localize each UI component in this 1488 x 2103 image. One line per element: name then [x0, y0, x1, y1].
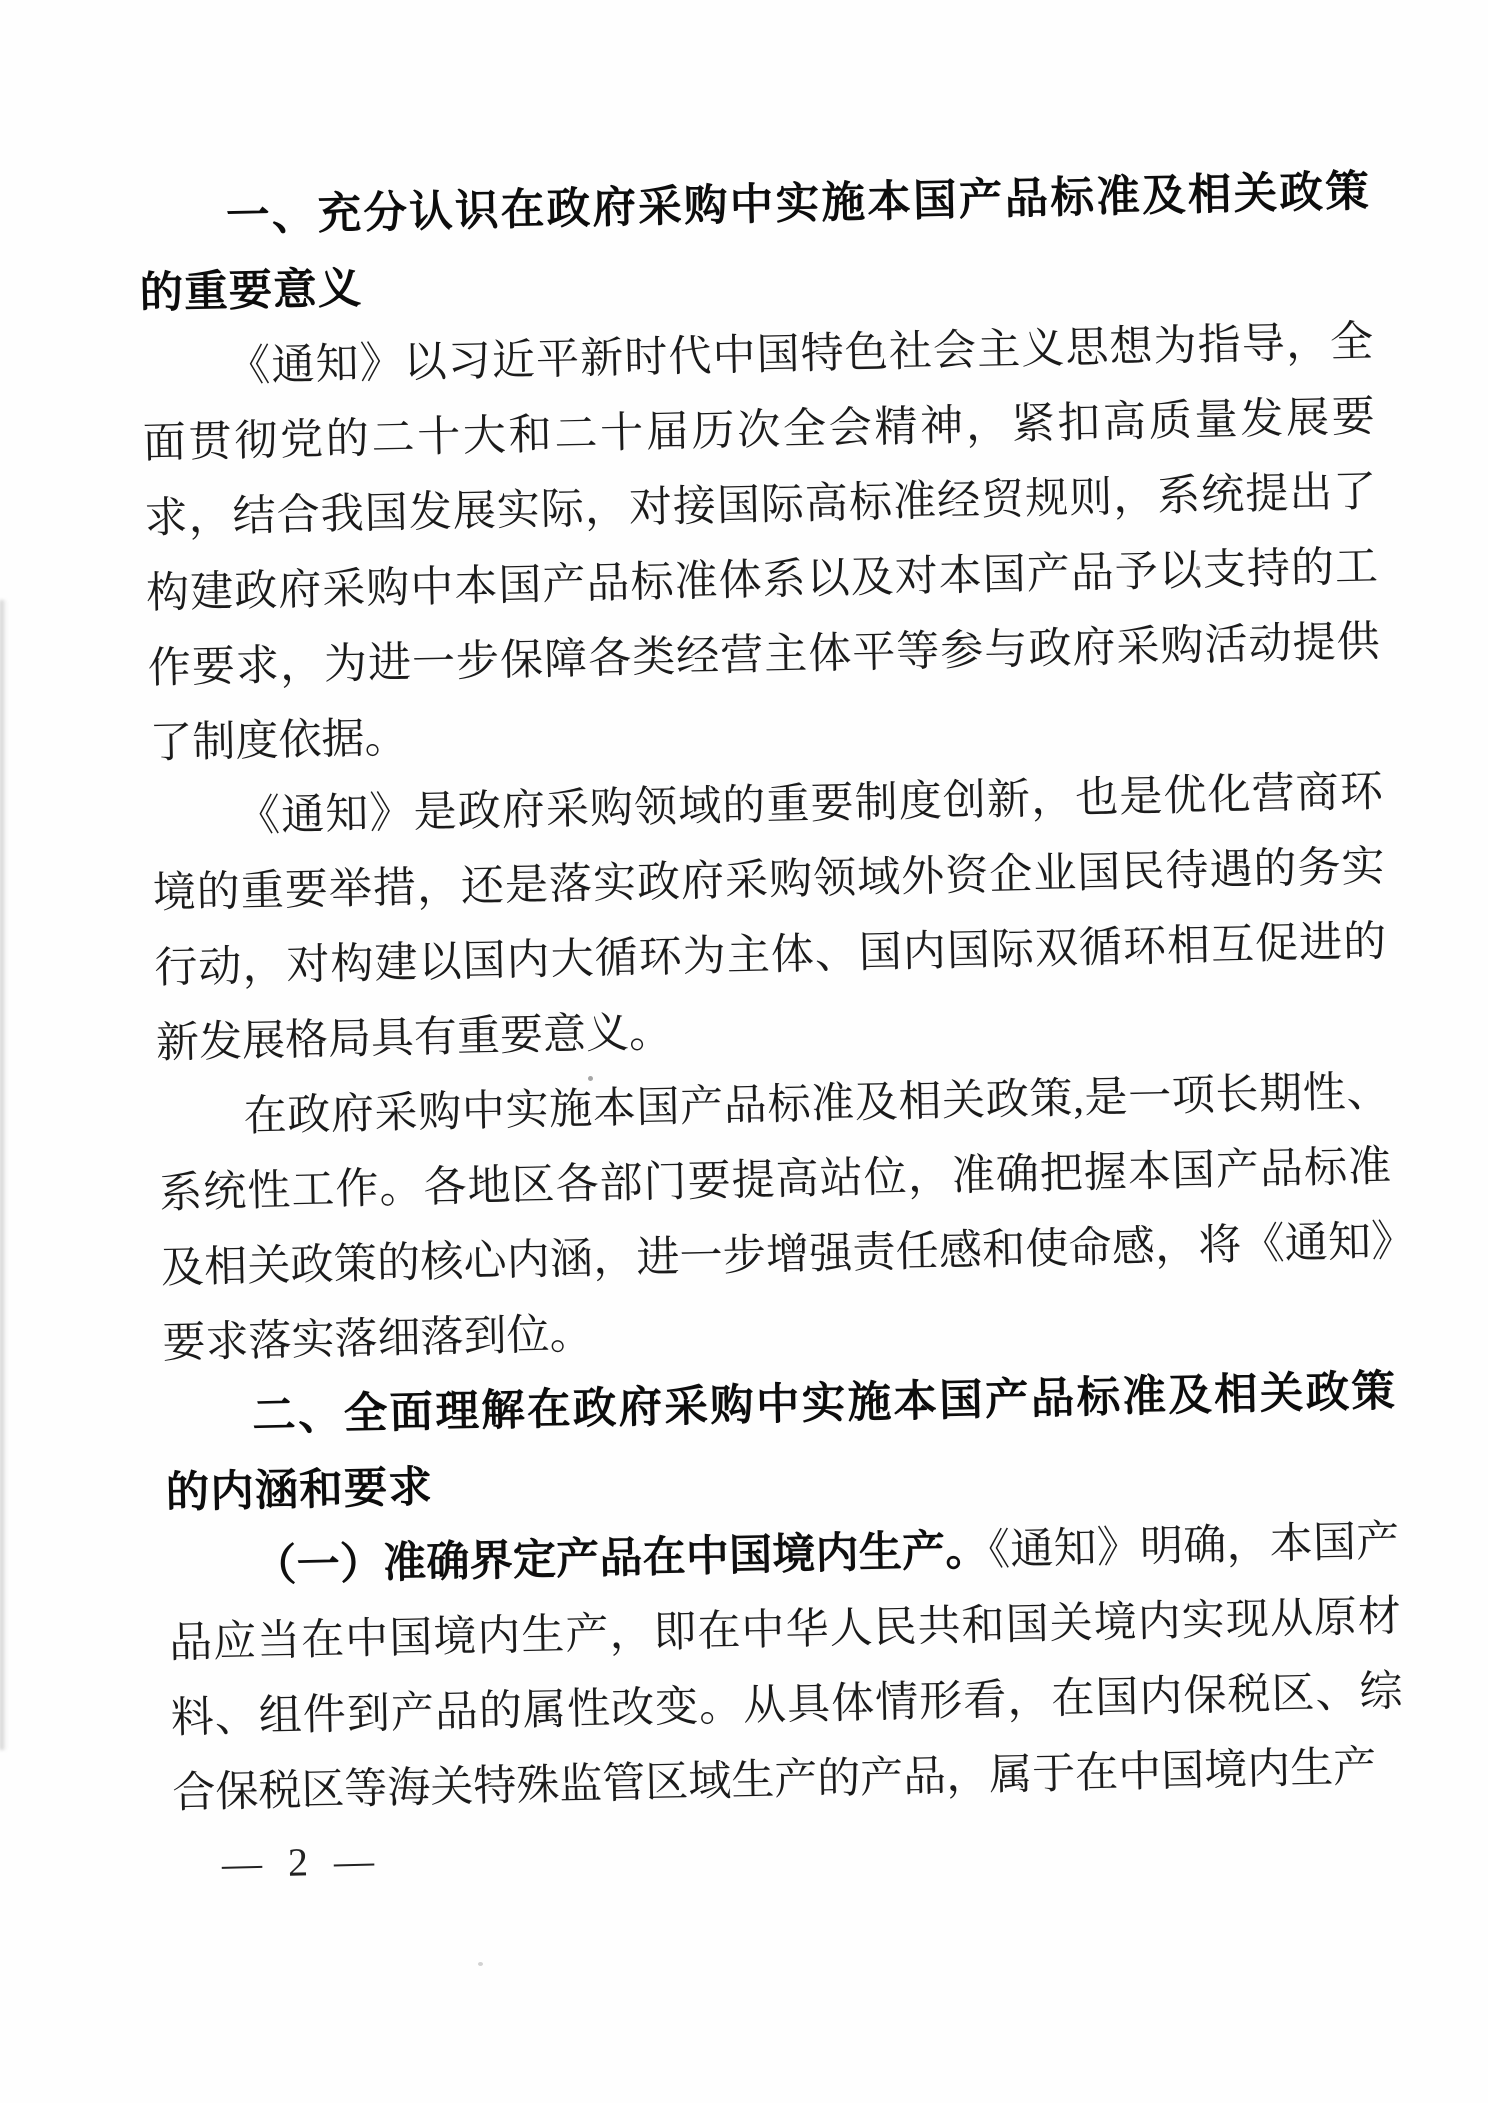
- paragraph-3: 在政府采购中实施本国产品标准及相关政策,是一项长期性、系统性工作。各地区各部门要提高站位，准确把握本国产品标准及相关政策的核心内涵，进一步增强责任感和使命感，将《通知》要求落实落细落到位。: [158, 1068, 1394, 1368]
- paragraph-4: [167, 1504, 1405, 1831]
- paragraph-1: 《通知》以习近平新时代中国特色社会主义思想为指导，全面贯彻党的二十大和二十届历次全会精神，紧扣高质量发展要求，结合我国发展实际，对接国际高标准经贸规则，系统提出了构建政府采购中本国产品标准体系以及对本国产品予以支持的工作要求，为进一步保障各类经营主体平等参与政府采购活动提供了制度依据。: [142, 318, 1381, 768]
- page-number: — 2 —: [221, 1837, 383, 1887]
- paragraph-2: 《通知》是政府采购领域的重要制度创新，也是优化营商环境的重要举措，还是落实政府采购领域外资企业国民待遇的务实行动，对构建以国内大循环为主体、国内国际双循环相互促进的新发展格局具有重要意义。: [152, 768, 1387, 1068]
- scan-speck: [478, 1962, 483, 1966]
- section-heading-2: 二、全面理解在政府采购中实施本国产品标准及相关政策的内涵和要求: [165, 1367, 1397, 1518]
- paragraph-4-rest: 《通知》明确，本国产品应当在中国境内生产，即在中华人民共和国关境内实现从原材料、组件到产品的属性改变。从具体情形看，在国内保税区、综合保税区等海关特殊监管区域生产的产品，属于在中国境内生产: [168, 1518, 1404, 1818]
- section-heading-1: 一、充分认识在政府采购中实施本国产品标准及相关政策的重要意义: [139, 167, 1371, 318]
- scan-edge-shadow: [0, 600, 8, 1750]
- document-text-block: [137, 155, 1406, 1888]
- paragraph-4-lead: （一）准确界定产品在中国境内生产。: [252, 1526, 990, 1591]
